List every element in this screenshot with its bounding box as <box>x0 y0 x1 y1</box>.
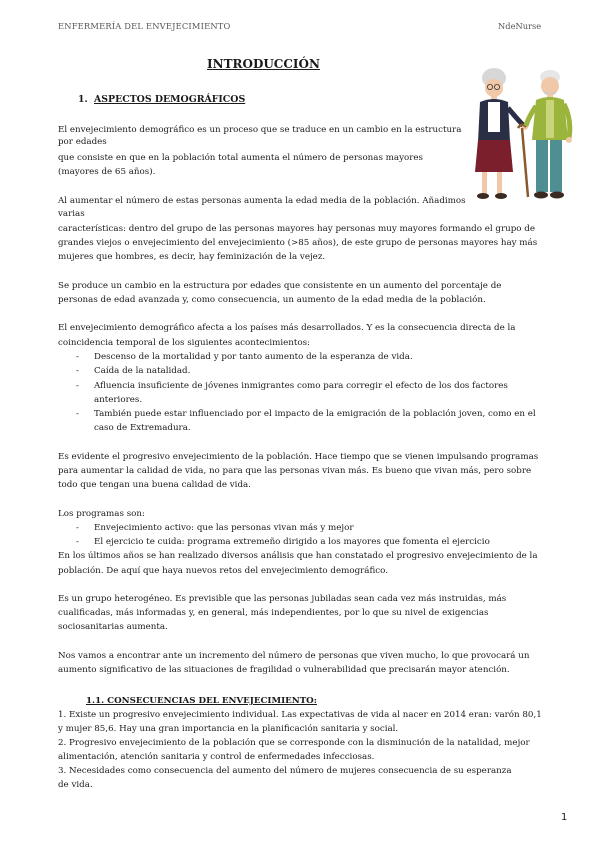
elderly-couple-illustration <box>468 64 578 206</box>
consequence-3-line-1: 3. Necesidades como consecuencia del aumento del número de mujeres consecuencia de su esperanza <box>58 766 512 776</box>
paragraph-7-line-2: población. De aquí que haya nuevos retos del envejecimiento demográfico. <box>58 566 388 576</box>
bullet-item: Caída de la natalidad. <box>94 366 191 376</box>
bullet-item: Afluencia insuficiente de jóvenes inmigrantes como para corregir el efecto de los dos factores <box>94 381 508 391</box>
bullet-marker: - <box>76 366 79 376</box>
page-number: 1 <box>561 812 568 823</box>
section-label: ASPECTOS DEMOGRÁFICOS <box>94 94 246 105</box>
consequence-3-line-2: de vida. <box>58 780 93 790</box>
paragraph-5-line-1: Es evidente el progresivo envejecimiento de la población. Hace tiempo que se vienen impulsando programas <box>58 452 539 462</box>
consequence-2-line-1: 2. Progresivo envejecimiento de la población que se corresponde con la disminución de la natalidad, mejor <box>58 738 530 748</box>
paragraph-3-line-1: Se produce un cambio en la estructura por edades que consistente en un aumento del porcentaje de <box>58 281 502 291</box>
paragraph-2-line-4: grandes viejos o envejecimiento del envejecimiento (>85 años), de este grupo de personas mayores hay más <box>58 238 538 248</box>
consequence-2-line-2: alimentación, atención sanitaria y control de enfermedades infecciosas. <box>58 752 375 762</box>
paragraph-1-line-1: El envejecimiento demográfico es un proceso que se traduce en un cambio en la estructura <box>58 125 462 135</box>
paragraph-2-line-1: Al aumentar el número de estas personas aumenta la edad media de la población. Añadimos <box>58 196 466 206</box>
paragraph-8-line-2: cualificadas, más informadas y, en general, más independientes, por lo que su nivel de exigencias <box>58 608 489 618</box>
paragraph-6-line-1: Los programas son: <box>58 509 145 519</box>
paragraph-7-line-1: En los últimos años se han realizado diversos análisis que han constatado el progresivo envejecimiento de la <box>58 551 538 561</box>
bullet-marker: - <box>76 352 79 362</box>
bullet-marker: - <box>76 537 79 547</box>
bullet-item-continuation: caso de Extremadura. <box>94 423 191 433</box>
consequence-1-line-2: y mujer 85,6. Hay una gran importancia en la planificación sanitaria y social. <box>58 724 399 734</box>
bullet-item: Envejecimiento activo: que las personas vivan más y mejor <box>94 523 354 533</box>
consequence-1-line-1: 1. Existe un progresivo envejecimiento individual. Las expectativas de vida al nacer en 2014 eran: varón 80,1 <box>58 710 542 720</box>
paragraph-1-line-3: que consiste en que en la población total aumenta el número de personas mayores <box>58 153 423 163</box>
paragraph-2-line-2: varias <box>58 209 85 219</box>
paragraph-5-line-2: para aumentar la calidad de vida, no para que las personas vivan más. Es bueno que vivan más, pero sobre <box>58 466 532 476</box>
paragraph-4-line-1: El envejecimiento demográfico afecta a los países más desarrollados. Y es la consecuencia directa de la <box>58 323 516 333</box>
bullet-marker: - <box>76 523 79 533</box>
elderly-man-figure <box>526 70 572 199</box>
page-title: INTRODUCCIÓN <box>207 57 320 71</box>
paragraph-2-line-5: mujeres que hombres, es decir, hay feminización de la vejez. <box>58 252 326 262</box>
paragraph-3-line-2: personas de edad avanzada y, como consecuencia, un aumento de la edad media de la población. <box>58 295 486 305</box>
section-heading <box>78 94 245 105</box>
paragraph-1-line-2: por edades <box>58 137 107 147</box>
bullet-marker: - <box>76 381 79 391</box>
bullet-item: Descenso de la mortalidad y por tanto aumento de la esperanza de vida. <box>94 352 413 362</box>
paragraph-5-line-3: todo que tengan una buena calidad de vida. <box>58 480 251 490</box>
paragraph-9-line-2: aumento significativo de las situaciones de fragilidad o vulnerabilidad que precisarán mayor atención. <box>58 665 510 675</box>
subsection-heading: 1.1. CONSECUENCIAS DEL ENVEJECIMIENTO: <box>86 696 317 706</box>
bullet-item: El ejercicio te cuida: programa extremeño dirigido a los mayores que fomenta el ejercicio <box>94 537 490 547</box>
bullet-item-continuation: anteriores. <box>94 395 143 405</box>
paragraph-9-line-1: Nos vamos a encontrar ante un incremento del número de personas que viven mucho, lo que provocará un <box>58 651 530 661</box>
running-header-author: NdeNurse <box>498 21 542 31</box>
paragraph-8-line-1: Es un grupo heterogéneo. Es previsible que las personas jubiladas sean cada vez más instruidas, más <box>58 594 507 604</box>
running-header-title: ENFERMERÍA DEL ENVEJECIMIENTO <box>58 21 231 31</box>
paragraph-2-line-3: características: dentro del grupo de las personas mayores hay personas muy mayores formando el grupo de <box>58 224 535 234</box>
section-number: 1. <box>78 94 88 105</box>
paragraph-1-line-4: (mayores de 65 años). <box>58 167 156 177</box>
elderly-woman-figure <box>475 68 528 199</box>
bullet-item: También puede estar influenciado por el impacto de la emigración de la población joven, como en el <box>94 409 536 419</box>
paragraph-8-line-3: sociosanitarias aumenta. <box>58 622 168 632</box>
paragraph-4-line-2: coincidencia temporal de los siguientes acontecimientos: <box>58 338 310 348</box>
bullet-marker: - <box>76 409 79 419</box>
